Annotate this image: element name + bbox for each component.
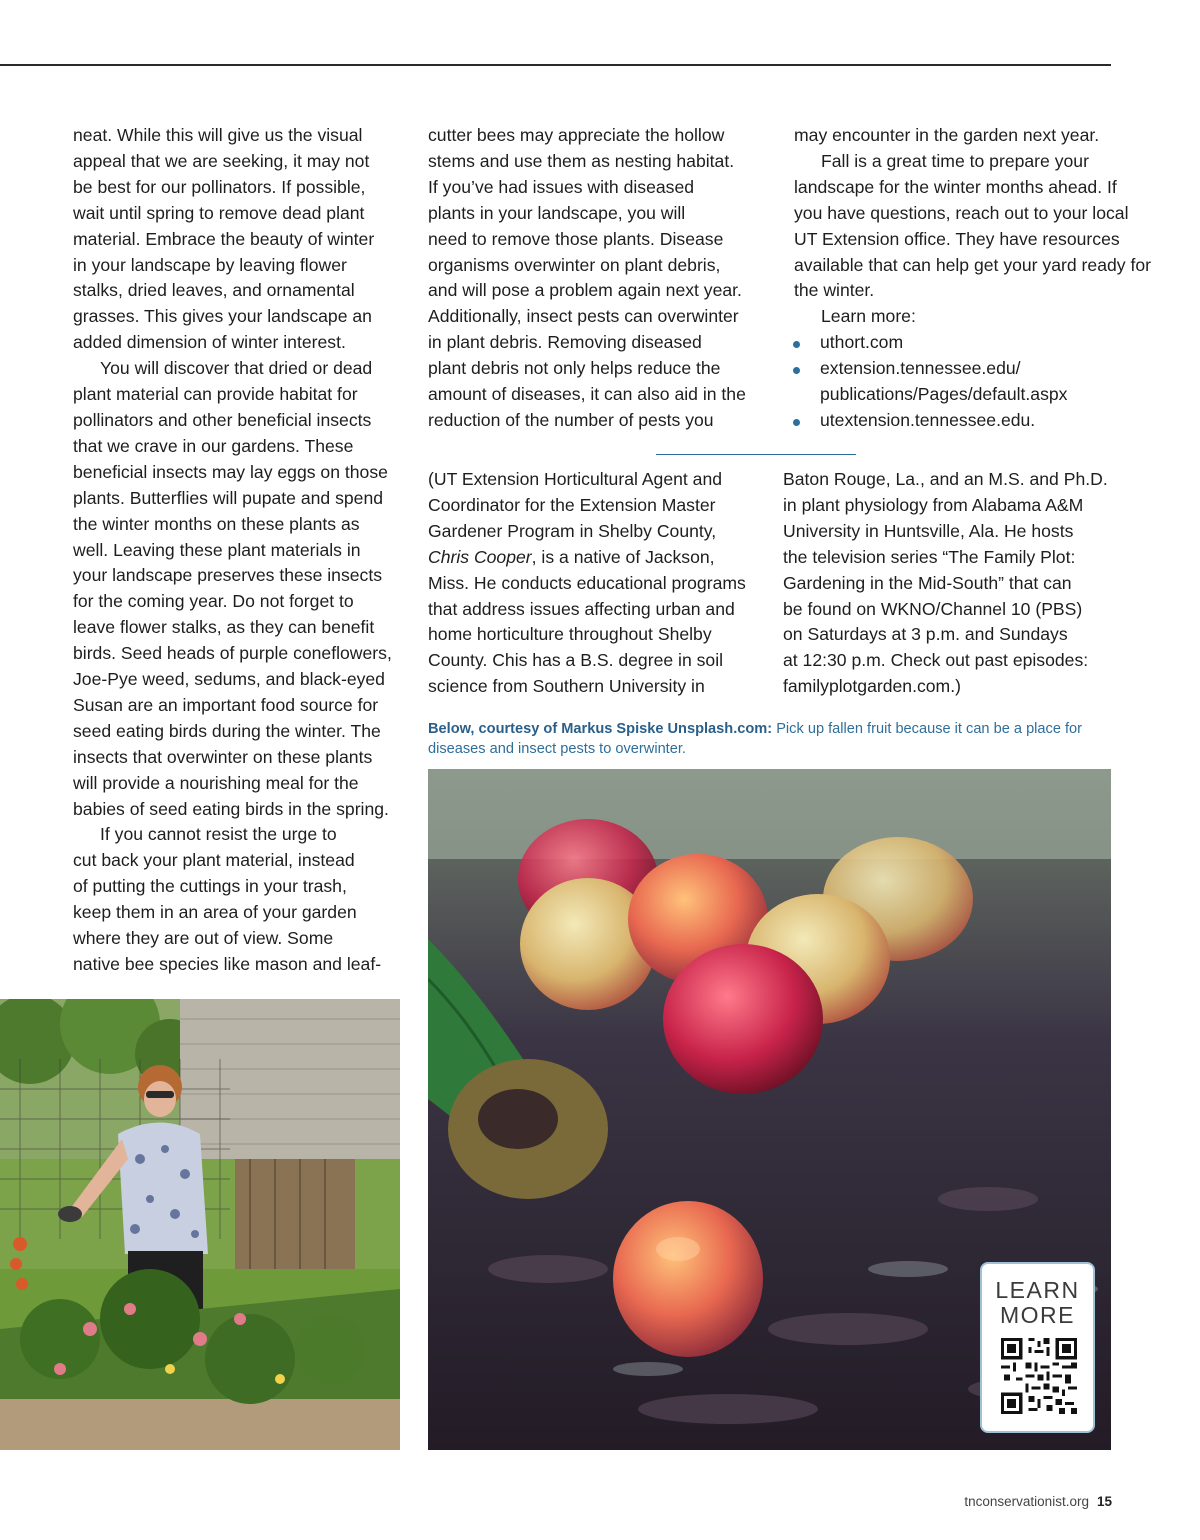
photo-caption (428, 719, 1118, 759)
resource-link[interactable]: publications/Pages/default.aspx (820, 384, 1068, 405)
text-line: cut back your plant material, instead (73, 850, 355, 871)
text-line: at 12:30 p.m. Check out past episodes: (783, 650, 1089, 671)
list-item (794, 330, 1174, 356)
text-line: You will discover that dried or dead (100, 358, 373, 379)
text-line: Gardening in the Mid-South” that can (783, 572, 1072, 593)
top-rule (0, 64, 1111, 66)
text-line: for the coming year. Do not forget to (73, 591, 354, 612)
text-line: grasses. This gives your landscape an (73, 306, 372, 327)
section-divider (656, 454, 856, 455)
text-line: the television series “The Family Plot: (783, 546, 1076, 567)
fallen-fruit-photo (428, 769, 1111, 1450)
paragraph (73, 356, 408, 822)
text-line: If you cannot resist the urge to (100, 824, 337, 845)
photo-credit: Below, courtesy of Markus Spiske Unsplash.com: (428, 721, 773, 737)
text-line: in your landscape by leaving flower (73, 254, 347, 275)
text-line: University in Huntsville, Ala. He hosts (783, 520, 1074, 541)
author-name: Chris Cooper (428, 546, 532, 567)
paragraph (794, 149, 1174, 304)
garden-photo (0, 999, 400, 1450)
text-line: Gardener Program in Shelby County, (428, 520, 717, 541)
text-line: wait until spring to remove dead plant (73, 202, 365, 223)
text-line: leave flower stalks, as they can benefit (73, 617, 375, 638)
text-line: your landscape preserves these insects (73, 565, 383, 586)
text-line: Additionally, insect pests can overwinter (428, 306, 739, 327)
resource-link[interactable]: uthort.com (820, 332, 904, 353)
text-line: of putting the cuttings in your trash, (73, 876, 347, 897)
text-line: Coordinator for the Extension Master (428, 494, 716, 515)
text-line: may encounter in the garden next year. (794, 125, 1100, 145)
text-line: you have questions, reach out to your local (794, 202, 1129, 223)
text-line: Learn more: (821, 306, 916, 327)
text-line: home horticulture throughout Shelby (428, 624, 712, 645)
text-line: be found on WKNO/Channel 10 (PBS) (783, 598, 1083, 619)
text-line: that address issues affecting urban and (428, 598, 735, 619)
text-line: native bee species like mason and leaf- (73, 954, 382, 974)
author-bio-column-1 (428, 467, 768, 700)
text-line: be best for our pollinators. If possible, (73, 176, 366, 197)
text-line: available that can help get your yard ready for (794, 254, 1151, 275)
text-line: Joe-Pye weed, sedums, and black-eyed (73, 669, 385, 690)
garden-photo-illustration (0, 999, 400, 1450)
text-line: Susan are an important food source for (73, 694, 379, 715)
text-line[interactable]: familyplotgarden.com.) (783, 676, 961, 697)
text-line: in plant physiology from Alabama A&M (783, 494, 1084, 515)
text-line: If you’ve had issues with diseased (428, 176, 695, 197)
author-bio-column-2 (783, 467, 1113, 700)
text-line: stalks, dried leaves, and ornamental (73, 280, 355, 301)
paragraph (794, 304, 1174, 330)
text-line: (UT Extension Horticultural Agent and (428, 469, 723, 489)
text-line: well. Leaving these plant materials in (73, 539, 361, 560)
text-line: reduction of the number of pests you (428, 409, 714, 430)
learn-more-label: MORE (1000, 1302, 1075, 1328)
text-line: appeal that we are seeking, it may not (73, 150, 370, 171)
caption-text: Pick up fallen fruit because it can be a place for diseases and insect pests to overwinter. (428, 721, 1083, 757)
text-line: pollinators and other beneficial insects (73, 409, 372, 430)
text-line: cutter bees may appreciate the hollow (428, 125, 725, 145)
text-line: Miss. He conducts educational programs (428, 572, 746, 593)
text-line: landscape for the winter months ahead. If (794, 176, 1117, 197)
text-line: seed eating birds during the winter. The (73, 720, 381, 741)
paragraph (73, 822, 408, 977)
page-footer (964, 1494, 1112, 1509)
list-item (794, 356, 1174, 408)
text-line: amount of diseases, it can also aid in the (428, 384, 746, 405)
footer-site-url[interactable]: tnconservationist.org (964, 1494, 1089, 1509)
text-line: science from Southern University in (428, 676, 705, 697)
paragraph (794, 123, 1174, 149)
resource-links-list (794, 330, 1174, 434)
text-line: the winter. (794, 280, 875, 301)
text-line: keep them in an area of your garden (73, 902, 357, 923)
text-line: stems and use them as nesting habitat. (428, 150, 735, 171)
page-number: 15 (1096, 1494, 1112, 1509)
text-line: added dimension of winter interest. (73, 332, 346, 353)
text-line: where they are out of view. Some (73, 928, 334, 949)
article-column-2 (428, 123, 768, 434)
resource-link[interactable]: utextension.tennessee.edu. (820, 409, 1036, 430)
learn-more-qr-box[interactable] (980, 1262, 1095, 1433)
text-fragment: , is a native of Jackson, (531, 546, 715, 567)
text-line: plants in your landscape, you will (428, 202, 686, 223)
text-line: that we crave in our gardens. These (73, 435, 354, 456)
text-line: Baton Rouge, La., and an M.S. and Ph.D. (783, 469, 1108, 489)
list-item (794, 408, 1174, 434)
text-line (428, 545, 768, 571)
text-line: in plant debris. Removing diseased (428, 332, 702, 353)
article-column-3 (794, 123, 1174, 434)
text-line: and will pose a problem again next year. (428, 280, 742, 301)
text-line: beneficial insects may lay eggs on those (73, 461, 388, 482)
text-line: Fall is a great time to prepare your (821, 150, 1089, 171)
text-line: babies of seed eating birds in the spring. (73, 798, 389, 819)
text-line: need to remove those plants. Disease (428, 228, 724, 249)
text-line: birds. Seed heads of purple coneflowers, (73, 643, 392, 664)
article-column-1 (73, 123, 408, 978)
text-line: organisms overwinter on plant debris, (428, 254, 721, 275)
paragraph (428, 123, 768, 434)
text-line: material. Embrace the beauty of winter (73, 228, 375, 249)
qr-code-icon[interactable] (1001, 1338, 1077, 1414)
text-line: insects that overwinter on these plants (73, 746, 373, 767)
text-line: the winter months on these plants as (73, 513, 360, 534)
text-line: neat. While this will give us the visual (73, 125, 363, 145)
text-line: plant material can provide habitat for (73, 384, 358, 405)
resource-link[interactable]: extension.tennessee.edu/ (820, 358, 1021, 379)
text-line: plant debris not only helps reduce the (428, 358, 721, 379)
text-line: UT Extension office. They have resources (794, 228, 1120, 249)
text-line: plants. Butterflies will pupate and spend (73, 487, 384, 508)
text-line: on Saturdays at 3 p.m. and Sundays (783, 624, 1068, 645)
text-line: County. Chis has a B.S. degree in soil (428, 650, 724, 671)
learn-more-label: LEARN (995, 1277, 1080, 1303)
text-line: will provide a nourishing meal for the (73, 772, 359, 793)
paragraph (73, 123, 408, 356)
